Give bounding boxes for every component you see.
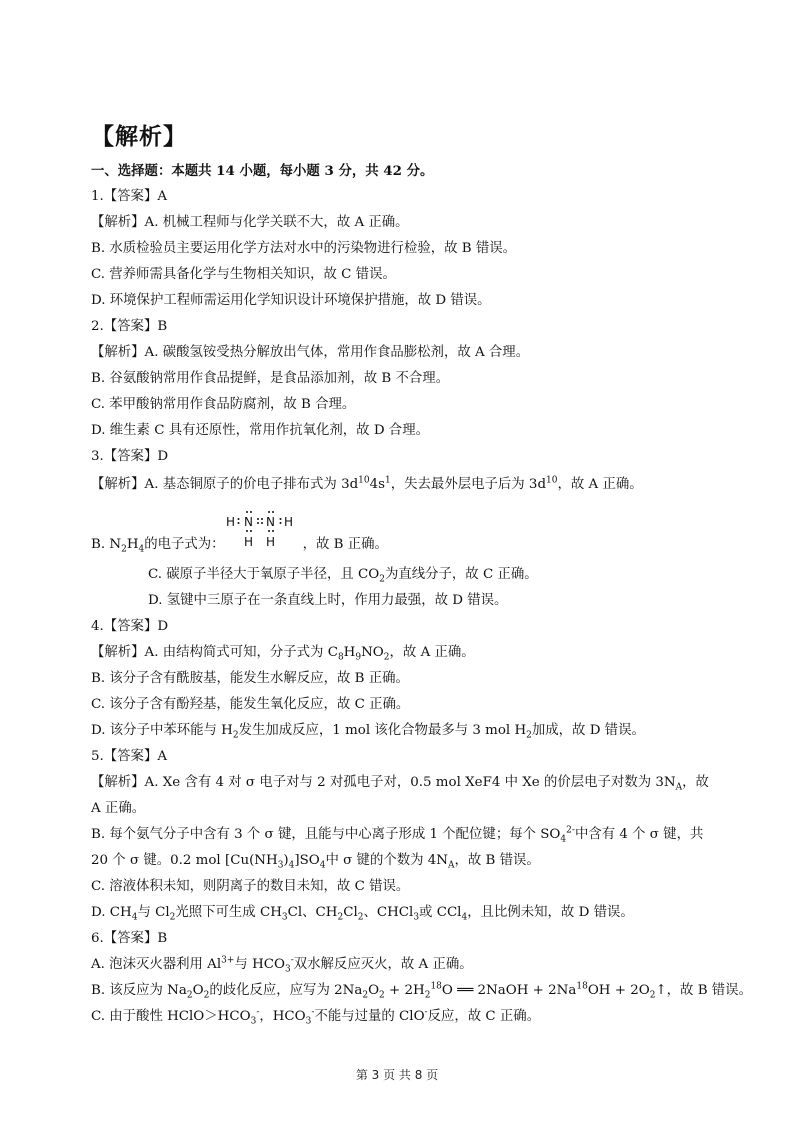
q1-analysis-a: 【解析】A. 机械工程师与化学关联不大，故 A 正确。 — [91, 215, 409, 230]
lewis-h-right: H — [284, 515, 294, 529]
q5-answer: 5.【答案】A — [91, 749, 168, 764]
q2-analysis-a: 【解析】A. 碳酸氢铵受热分解放出气体，常用作食品膨松剂，故 A 合理。 — [91, 345, 530, 360]
q6-analysis-c: C. 由于酸性 $HClO>HCO_3^-$，$HCO_3^-$不能与过量的 ClO-反应，故 C 正确。 — [91, 1007, 541, 1027]
q2-answer: 2.【答案】B — [91, 319, 168, 334]
q1-answer: 1.【答案】A — [91, 189, 168, 204]
lewis-n-left: N — [244, 515, 253, 529]
q4-analysis-b: B. 该分子含有酰胺基，能发生水解反应，故 B 正确。 — [91, 671, 409, 686]
lewis-h-bottom-right: H — [266, 535, 276, 549]
q1-analysis-d: D. 环境保护工程师需运用化学知识设计环境保护措施，故 D 错误。 — [91, 293, 491, 308]
q3-analysis-d: D. 氢键中三原子在一条直线上时，作用力最强，故 D 错误。 — [148, 593, 508, 608]
q6-answer: 6.【答案】B — [91, 931, 168, 946]
q2-analysis-d: D. 维生素 C 具有还原性，常用作抗氧化剂，故 D 合理。 — [91, 423, 429, 438]
q6-analysis-a: A. 泡沫灭火器利用 $Al^{3+}$与 $HCO_3^-$双水解反应灭火，故 A 正确。 — [91, 955, 473, 975]
lewis-h-bottom-left: H — [244, 535, 254, 549]
q4-analysis-a: 【解析】A. 由结构简式可知，分子式为 $C_8H_9NO_2$，故 A 正确。 — [91, 645, 475, 663]
q5-analysis-a-cont: A 正确。 — [91, 801, 146, 816]
q5-analysis-a: 【解析】A. Xe 含有 4 对 σ 电子对与 2 对孤电子对，0.5 mol XeF4 中 Xe 的价层电子对数为 $3N_A$，故 — [91, 775, 709, 793]
lewis-h-left: H — [226, 515, 236, 529]
page-title: 【解析】 — [91, 123, 187, 150]
q3-answer: 3.【答案】D — [91, 449, 169, 464]
q1-analysis-c: C. 营养师需具备化学与生物相关知识，故 C 错误。 — [91, 267, 396, 282]
q5-analysis-c: C. 溶液体积未知，则阴离子的数目未知，故 C 错误。 — [91, 879, 410, 894]
section-heading: 一、选择题：本题共 14 小题，每小题 3 分，共 42 分。 — [91, 163, 434, 179]
q3-analysis-c: C. 碳原子半径大于氧原子半径，且 $CO_2$为直线分子，故 C 正确。 — [148, 567, 538, 585]
q3-analysis-a: 【解析】A. 基态铜原子的价电子排布式为 $3d^{10}4s^1$，失去最外层电子后为 $3d^{10}$，故 A 正确。 — [91, 475, 643, 492]
q2-analysis-b: B. 谷氨酸钠常用作食品提鲜，是食品添加剂，故 B 不合理。 — [91, 371, 450, 386]
q4-analysis-d: D. 该分子中苯环能与 $H_2$发生加成反应，1 mol 该化合物最多与 3 mol $H_2$加成，故 D 错误。 — [91, 723, 645, 741]
q2-analysis-c: C. 苯甲酸钠常用作食品防腐剂，故 B 合理。 — [91, 397, 356, 412]
lewis-n-right: N — [266, 515, 275, 529]
q5-analysis-d: D. $CH_4$与 $Cl_2$光照下可生成 $CH_3Cl$、$CH_2Cl_2$、CHCl$_3$或 CCl$_4$，且比例未知，故 D 错误。 — [91, 905, 634, 923]
q4-answer: 4.【答案】D — [91, 619, 169, 634]
q6-analysis-b: B. 该反应为 $Na_2O_2$的歧化反应，应写为 $2Na_2O_2 + 2H_2^{18}O$ ══ 2NaOH + $2Na^{18}OH$ + $2O_2↑$，故 B 错误。 — [91, 981, 752, 1001]
q4-analysis-c: C. 该分子含有酚羟基，能发生氧化反应，故 C 正确。 — [91, 697, 410, 712]
q3-analysis-b: B. $N_2H_4$的电子式为： ，故 B 正确。 — [91, 537, 388, 555]
q5-analysis-b: B. 每个氨气分子中含有 3 个 σ 键，且能与中心离子形成 1 个配位键；每个 $SO_4^{2-}$中含有 4 个 σ 键，共 — [91, 825, 704, 845]
q5-analysis-b-cont: 20 个 σ 键。0.2 mol $[Cu(NH_3)_4]SO_4$中 σ 键的个数为 $4N_A$，故 B 错误。 — [91, 853, 540, 871]
page-footer: 第 3 页 共 8 页 — [355, 1068, 439, 1082]
q1-analysis-b: B. 水质检验员主要运用化学方法对水中的污染物进行检验，故 B 错误。 — [91, 241, 517, 256]
